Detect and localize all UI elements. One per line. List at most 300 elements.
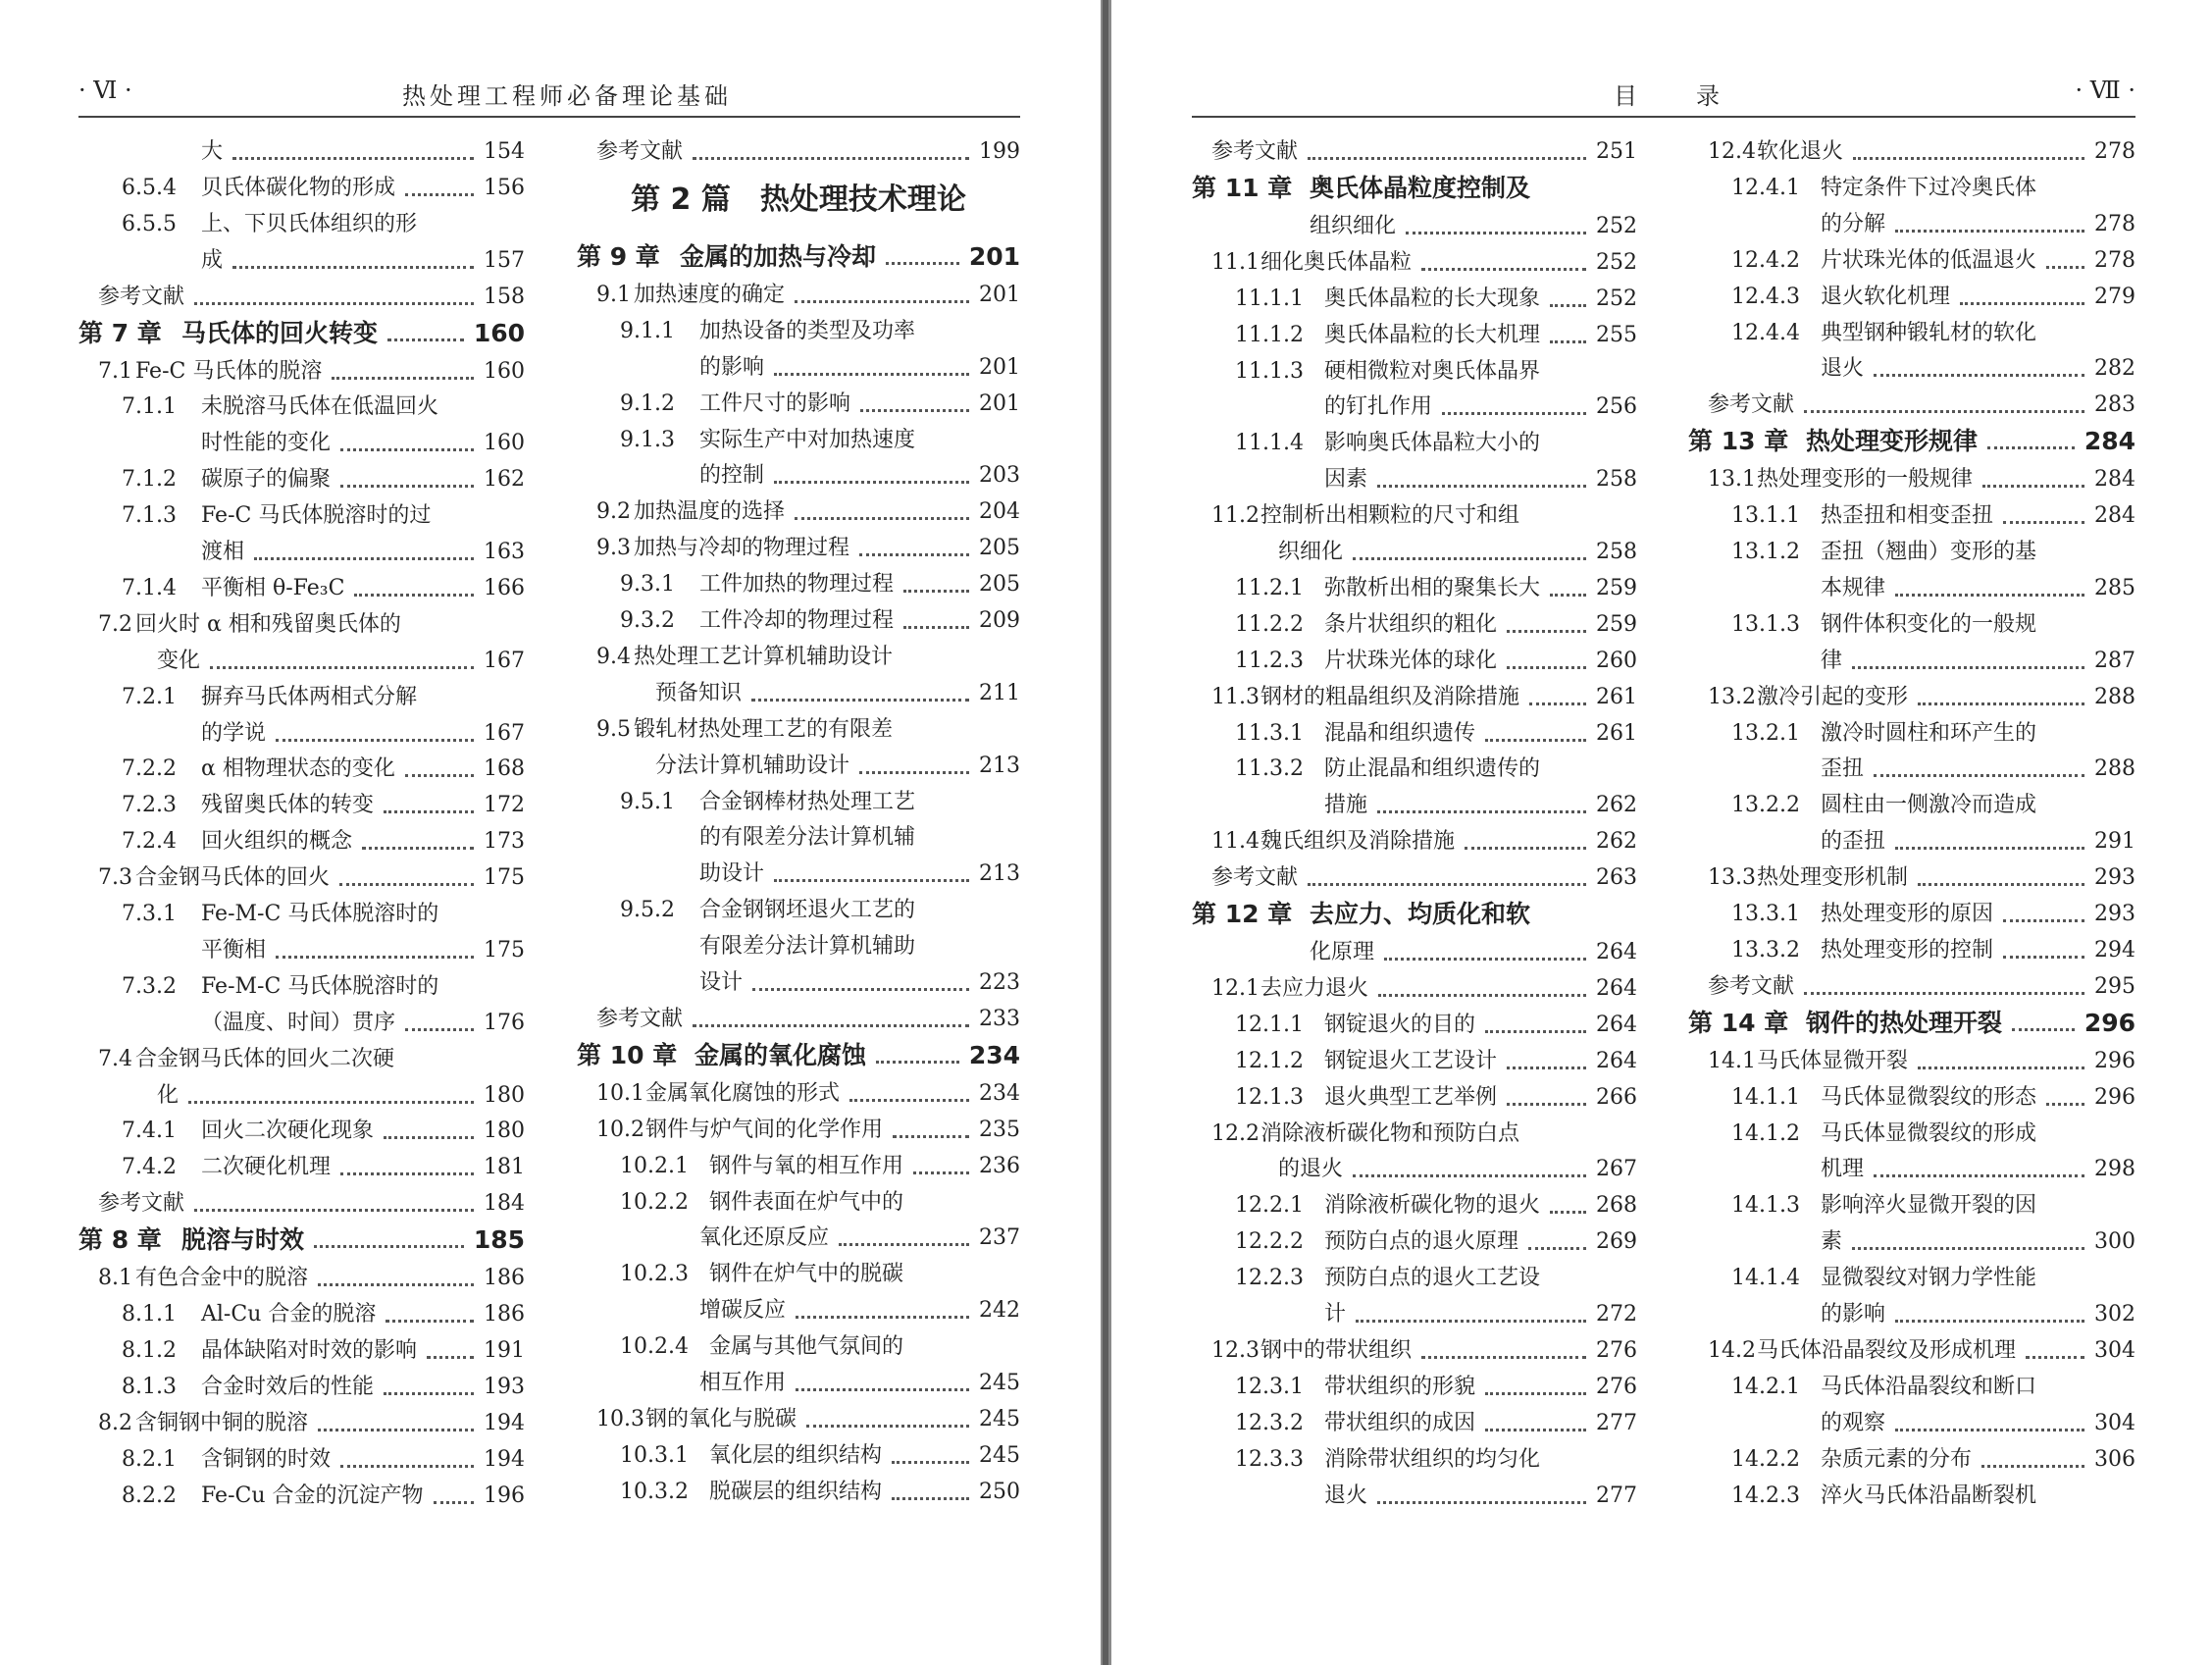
toc-number: 12.2 [1211,1120,1260,1146]
dot-leader [1960,283,2084,305]
toc-page-number: 298 [2094,1157,2135,1182]
toc-number: 12.4.1 [1731,175,1800,200]
dot-leader [232,137,474,160]
toc-page-number: 186 [484,1302,525,1327]
toc-number: 10.2.1 [620,1153,689,1178]
toc-number: 12.4.4 [1731,320,1800,345]
toc-entry [1192,1409,1637,1445]
toc-number: 14.1.4 [1731,1266,1800,1291]
dot-leader [318,1409,474,1431]
toc-number: 8.1 [98,1266,132,1291]
toc-entry [78,1300,525,1336]
toc-entry [1688,1300,2135,1336]
dot-leader [1550,1191,1586,1214]
right-page-number: · Ⅶ · [2075,77,2135,104]
toc-title: Fe-M-C 马氏体脱溶时的 [201,973,439,999]
book-spine [1103,0,1108,1665]
dot-leader [1853,137,2084,160]
dot-leader [332,357,474,380]
dot-leader [276,936,474,959]
toc-entry [1192,827,1637,863]
toc-entry [577,1079,1020,1116]
dot-leader [434,1482,474,1504]
toc-title: 马氏体沿晶裂纹和断口 [1821,1374,2037,1399]
toc-entry [1192,392,1637,429]
toc-entry [1688,827,2135,863]
toc-title: 钢中的带状组织 [1260,1337,1413,1363]
toc-entry [577,317,1020,353]
dot-leader [1895,210,2084,233]
dot-leader [1421,1336,1586,1359]
toc-title: 渡相 [201,540,245,564]
dot-leader [1377,1482,1586,1504]
toc-title: 魏氏组织及消除措施 [1260,829,1456,855]
toc-title: 钢件与氧的相互作用 [709,1153,904,1178]
toc-entry [78,610,525,647]
toc-page-number: 256 [1596,394,1637,420]
toc-entry [78,1445,525,1482]
toc-page-number: 300 [2094,1229,2135,1255]
dot-leader [405,1009,474,1031]
toc-number: 7.3 [98,865,132,891]
dot-leader [1384,938,1586,961]
chapter-entry [78,1225,525,1264]
toc-title: 二次硬化机理 [201,1155,332,1180]
toc-entry [1688,574,2135,610]
toc-number: 7.1.2 [122,467,177,493]
toc-title: 组织细化 [1310,213,1397,238]
dot-leader [1507,1047,1586,1069]
toc-entry [78,1482,525,1518]
toc-title: 工件尺寸的影响 [699,390,851,416]
toc-entry [1192,137,1637,174]
toc-title: 参考文献 [1211,139,1299,164]
toc-title: 合金钢马氏体的回火 [135,865,331,891]
toc-entry [1192,1264,1637,1300]
dot-leader [795,281,969,303]
toc-number: 14.2.2 [1731,1446,1800,1472]
dot-leader [1529,683,1586,705]
toc-title: 钢件与炉气间的化学作用 [645,1117,884,1142]
toc-number: 7.1.1 [122,394,177,420]
toc-entry [78,429,525,465]
chapter-entry [1688,1009,2135,1047]
toc-title: 去应力退火 [1260,975,1369,1001]
toc-number: 9.1.2 [620,390,675,416]
toc-entry [1192,465,1637,501]
toc-entry [1688,900,2135,936]
dot-leader [1918,683,2084,705]
toc-page-number: 278 [2094,139,2135,164]
toc-number: 9.3 [596,536,631,561]
toc-page-number: 267 [1596,1157,1637,1182]
toc-number: 8.1.2 [122,1337,177,1363]
toc-title: 素 [1821,1229,1843,1255]
toc-entry [577,1332,1020,1369]
toc-entry [577,1188,1020,1224]
dot-leader [1353,1155,1586,1177]
dot-leader [892,1478,969,1500]
toc-page-number: 266 [1596,1084,1637,1110]
toc-entry [1688,465,2135,501]
dot-leader [362,827,474,850]
toc-entry [1192,538,1637,574]
toc-entry [1192,647,1637,683]
toc-entry [1688,754,2135,791]
toc-number: 11.3 [1211,684,1260,709]
toc-page-number: 288 [2094,756,2135,782]
toc-entry [1688,683,2135,719]
toc-page-number: 276 [1596,1337,1637,1363]
dot-leader [1308,137,1586,160]
toc-entry [1192,1119,1637,1156]
toc-page-number: 264 [1596,1048,1637,1073]
toc-page-number: 154 [484,139,525,164]
toc-number: 11.2.1 [1235,575,1304,600]
toc-number: 7.2.4 [122,829,177,855]
toc-entry [1688,1409,2135,1445]
toc-page-number: 180 [484,1082,525,1108]
toc-entry [1688,538,2135,574]
dot-leader [1421,248,1586,271]
toc-page-number: 264 [1596,940,1637,964]
toc-number: 9.5.1 [620,789,675,814]
dot-leader [1852,1227,2084,1250]
toc-title: 淬火马氏体沿晶断裂机 [1821,1483,2037,1508]
dot-leader [1874,1155,2084,1177]
chapter-entry [1192,900,1637,938]
toc-page-number: 168 [484,756,525,782]
left-page-header [78,73,1020,118]
toc-entry [1688,791,2135,827]
toc-entry [78,357,525,393]
chapter-entry [1688,427,2135,465]
toc-entry [78,1189,525,1225]
toc-entry [78,392,525,429]
toc-title: 退火 [1324,1483,1368,1508]
toc-title: 影响奥氏体晶粒大小的 [1324,431,1541,456]
toc-entry [577,679,1020,715]
toc-entry [78,210,525,246]
toc-number: 9.1 [596,282,631,307]
toc-number: 8.1.3 [122,1374,177,1399]
toc-number: 9.2 [596,499,631,525]
toc-page-number: 181 [484,1155,525,1180]
toc-entry [577,390,1020,426]
toc-number: 11.1.3 [1235,358,1304,384]
toc-entry [1688,1264,2135,1300]
toc-page-number: 264 [1596,975,1637,1001]
toc-entry [78,1336,525,1373]
toc-entry [78,900,525,936]
toc-entry [78,936,525,972]
toc-title: 因素 [1324,467,1368,493]
toc-page-number: 196 [484,1483,525,1508]
toc-number: 11.4 [1211,829,1260,855]
toc-number: 9.5.2 [620,898,675,923]
toc-title: 助设计 [699,861,765,887]
toc-title: 摒弃马氏体两相式分解 [201,684,418,709]
toc-entry [1192,1373,1637,1409]
dot-leader [384,1117,474,1139]
toc-number: 13.1.3 [1731,611,1800,637]
toc-page-number: 293 [2094,865,2135,891]
toc-number: 第 14 章 [1688,1008,1789,1037]
toc-number: 9.5 [596,716,631,742]
toc-page-number: 162 [484,467,525,493]
toc-title: 软化退火 [1757,139,1844,164]
toc-number: 11.2.2 [1235,611,1304,637]
dot-leader [774,353,969,376]
toc-title: 特定条件下过冷奥氏体 [1821,175,2037,200]
toc-entry [1688,1482,2135,1518]
toc-title: 退火典型工艺举例 [1324,1084,1498,1110]
toc-page-number: 166 [484,575,525,600]
toc-entry [78,246,525,283]
toc-title: 参考文献 [1708,973,1795,999]
toc-page-number: 245 [979,1442,1020,1468]
dot-leader [1378,974,1586,997]
toc-number: 11.1 [1211,249,1260,275]
toc-page-number: 180 [484,1119,525,1144]
toc-title: 的退火 [1278,1157,1344,1182]
toc-entry [1192,501,1637,538]
dot-leader [876,1041,959,1064]
toc-title: 参考文献 [1708,392,1795,418]
toc-title: 歪扭 [1821,756,1865,782]
toc-entry [577,715,1020,752]
toc-number: 第 12 章 [1192,900,1293,928]
toc-title: Fe-Cu 合金的沉淀产物 [201,1483,424,1508]
toc-number: 7.4.2 [122,1155,177,1180]
dot-leader [859,534,969,556]
toc-title: 分法计算机辅助设计 [655,753,850,778]
toc-entry [577,606,1020,643]
dot-leader [340,465,474,488]
toc-number: 9.1.1 [620,318,675,343]
dot-leader [849,1079,969,1102]
toc-entry [1192,1047,1637,1083]
toc-title: 预防白点的退火工艺设 [1324,1266,1541,1291]
toc-page-number: 211 [979,680,1020,705]
toc-page-number: 185 [473,1225,525,1255]
toc-entry [78,1264,525,1300]
toc-page-number: 252 [1596,213,1637,238]
toc-title: 马氏体沿晶裂纹及形成机理 [1757,1337,2017,1363]
toc-number: 7.2.3 [122,793,177,818]
toc-title: 含铜钢中铜的脱溶 [135,1410,309,1435]
toc-title: 锻轧材热处理工艺的有限差 [634,716,894,742]
toc-title: 消除液析碳化物和预防白点 [1260,1120,1520,1146]
dot-leader [860,390,969,412]
toc-page-number: 283 [2094,392,2135,418]
toc-page-number: 279 [2094,284,2135,309]
toc-number: 14.1.3 [1731,1193,1800,1219]
toc-page-number: 160 [484,431,525,456]
toc-number: 12.3.2 [1235,1410,1304,1435]
toc-entry [78,501,525,538]
toc-title: 钢件的热处理开裂 [1806,1008,2003,1037]
toc-entry [78,465,525,501]
toc-page-number: 156 [484,175,525,200]
toc-title: 奥氏体晶粒度控制及 [1310,173,1531,202]
toc-page-number: 236 [979,1153,1020,1178]
toc-entry [1192,1227,1637,1264]
toc-entry [78,174,525,210]
toc-number: 第 10 章 [577,1040,678,1069]
toc-title: 热处理变形规律 [1806,427,1979,456]
dot-leader [892,1441,969,1464]
toc-number: 12.3 [1211,1337,1260,1363]
toc-page-number: 201 [979,282,1020,307]
toc-page-number: 172 [484,793,525,818]
toc-page-number: 234 [968,1040,1020,1069]
dot-leader [384,791,474,813]
toc-number: 7.2.1 [122,684,177,709]
toc-page-number: 304 [2094,1410,2135,1435]
toc-number: 13.3 [1708,865,1756,891]
toc-number: 13.1.2 [1731,540,1800,564]
toc-title: 影响淬火显微开裂的因 [1821,1193,2037,1219]
toc-page-number: 306 [2094,1446,2135,1472]
toc-entry [577,1152,1020,1188]
toc-entry [78,1117,525,1153]
right-page [1111,0,2212,1665]
toc-number: 12.4.2 [1731,247,1800,273]
dot-leader [795,497,969,520]
dot-leader [1507,1083,1586,1106]
toc-title: 律 [1821,648,1843,673]
toc-title: 热处理工艺计算机辅助设计 [634,644,894,669]
toc-number: 7.3.1 [122,902,177,926]
toc-entry [78,137,525,174]
toc-entry [78,754,525,791]
toc-title: 脱碳层的组织结构 [709,1479,883,1504]
toc-page-number: 157 [484,247,525,273]
toc-title: 的影响 [1821,1302,1886,1327]
toc-entry [1688,1119,2135,1156]
toc-page-number: 176 [484,1010,525,1035]
toc-number: 11.3.2 [1235,756,1304,782]
toc-number: 10.2 [596,1117,644,1142]
dot-leader [314,1225,464,1248]
toc-number: 7.1 [98,358,132,384]
toc-entry [577,1116,1020,1152]
dot-leader [796,1296,969,1319]
dot-leader [1308,863,1586,886]
toc-title: 典型钢种锻轧材的软化 [1821,320,2037,345]
toc-entry [577,1369,1020,1405]
toc-page-number: 269 [1596,1229,1637,1255]
toc-page-number: 160 [473,318,525,347]
toc-number: 13.3.2 [1731,937,1800,963]
toc-title: 成 [201,247,224,273]
toc-page-number: 167 [484,648,525,673]
toc-page-number: 209 [979,608,1020,633]
toc-title: 预防白点的退火原理 [1324,1229,1519,1255]
dot-leader [859,752,969,774]
toc-page-number: 262 [1596,793,1637,818]
dot-leader [194,1189,474,1212]
toc-page-number: 205 [979,536,1020,561]
dot-leader [276,719,474,742]
toc-number: 12.1.3 [1235,1084,1304,1110]
toc-number: 10.2.3 [620,1262,689,1287]
toc-entry [1192,1482,1637,1518]
toc-title: 参考文献 [596,1006,684,1031]
toc-entry [1192,863,1637,900]
toc-number: 13.3.1 [1731,902,1800,926]
toc-entry [78,1045,525,1081]
toc-entry [577,426,1020,462]
toc-entry [1192,1011,1637,1047]
toc-title: 本规律 [1821,575,1886,600]
toc-title: 带状组织的成因 [1324,1410,1476,1435]
toc-title: 钢件体积变化的一般规 [1821,611,2037,637]
toc-number: 14.1.2 [1731,1120,1800,1146]
toc-entry [577,137,1020,174]
toc-entry [577,1260,1020,1296]
toc-entry [1688,283,2135,319]
dot-leader [1874,354,2084,377]
dot-leader [340,429,474,451]
dot-leader [1550,321,1586,343]
dot-leader [188,1081,474,1104]
toc-title: 残留奥氏体的转变 [201,793,375,818]
toc-page-number: 250 [979,1479,1020,1504]
toc-title: 弥散析出相的聚集长大 [1324,575,1541,600]
toc-title: 相互作用 [699,1371,787,1395]
toc-number: 7.3.2 [122,973,177,999]
toc-number: 7.4 [98,1046,132,1071]
toc-page-number: 277 [1596,1483,1637,1508]
toc-title: 合金钢棒材热处理工艺 [699,789,916,814]
dot-leader [340,1445,474,1468]
toc-title: 的观察 [1821,1410,1886,1435]
toc-title: 的歪扭 [1821,829,1886,855]
toc-title: 退火软化机理 [1821,284,1951,309]
toc-entry [78,972,525,1009]
left-page [0,0,1101,1665]
toc-page-number: 284 [2094,467,2135,493]
toc-number: 12.2.3 [1235,1266,1304,1291]
toc-entry [1688,319,2135,355]
toc-entry [1192,974,1637,1011]
toc-entry [577,1005,1020,1041]
toc-entry [1688,972,2135,1009]
toc-entry [577,1478,1020,1514]
toc-page-number: 173 [484,829,525,855]
toc-number: 10.1 [596,1080,644,1106]
toc-title: 热处理变形的原因 [1821,902,1994,926]
dot-leader [1353,538,1586,560]
toc-page-number: 268 [1596,1193,1637,1219]
toc-title: 上、下贝氏体组织的形 [201,211,418,236]
dot-leader [2046,1083,2084,1106]
toc-title: 碳原子的偏聚 [201,467,332,493]
toc-title: 的有限差分法计算机辅 [699,825,916,851]
toc-number: 12.3.1 [1235,1374,1304,1399]
toc-entry [1688,1373,2135,1409]
toc-title: 的学说 [201,720,267,746]
toc-number: 11.2.3 [1235,648,1304,673]
toc-title: 金属的氧化腐蚀 [694,1040,867,1069]
toc-number: 12.2.1 [1235,1193,1304,1219]
toc-entry [577,534,1020,570]
toc-number: 14.2 [1708,1337,1756,1363]
toc-page-number: 304 [2094,1337,2135,1363]
toc-number: 11.2 [1211,503,1260,529]
